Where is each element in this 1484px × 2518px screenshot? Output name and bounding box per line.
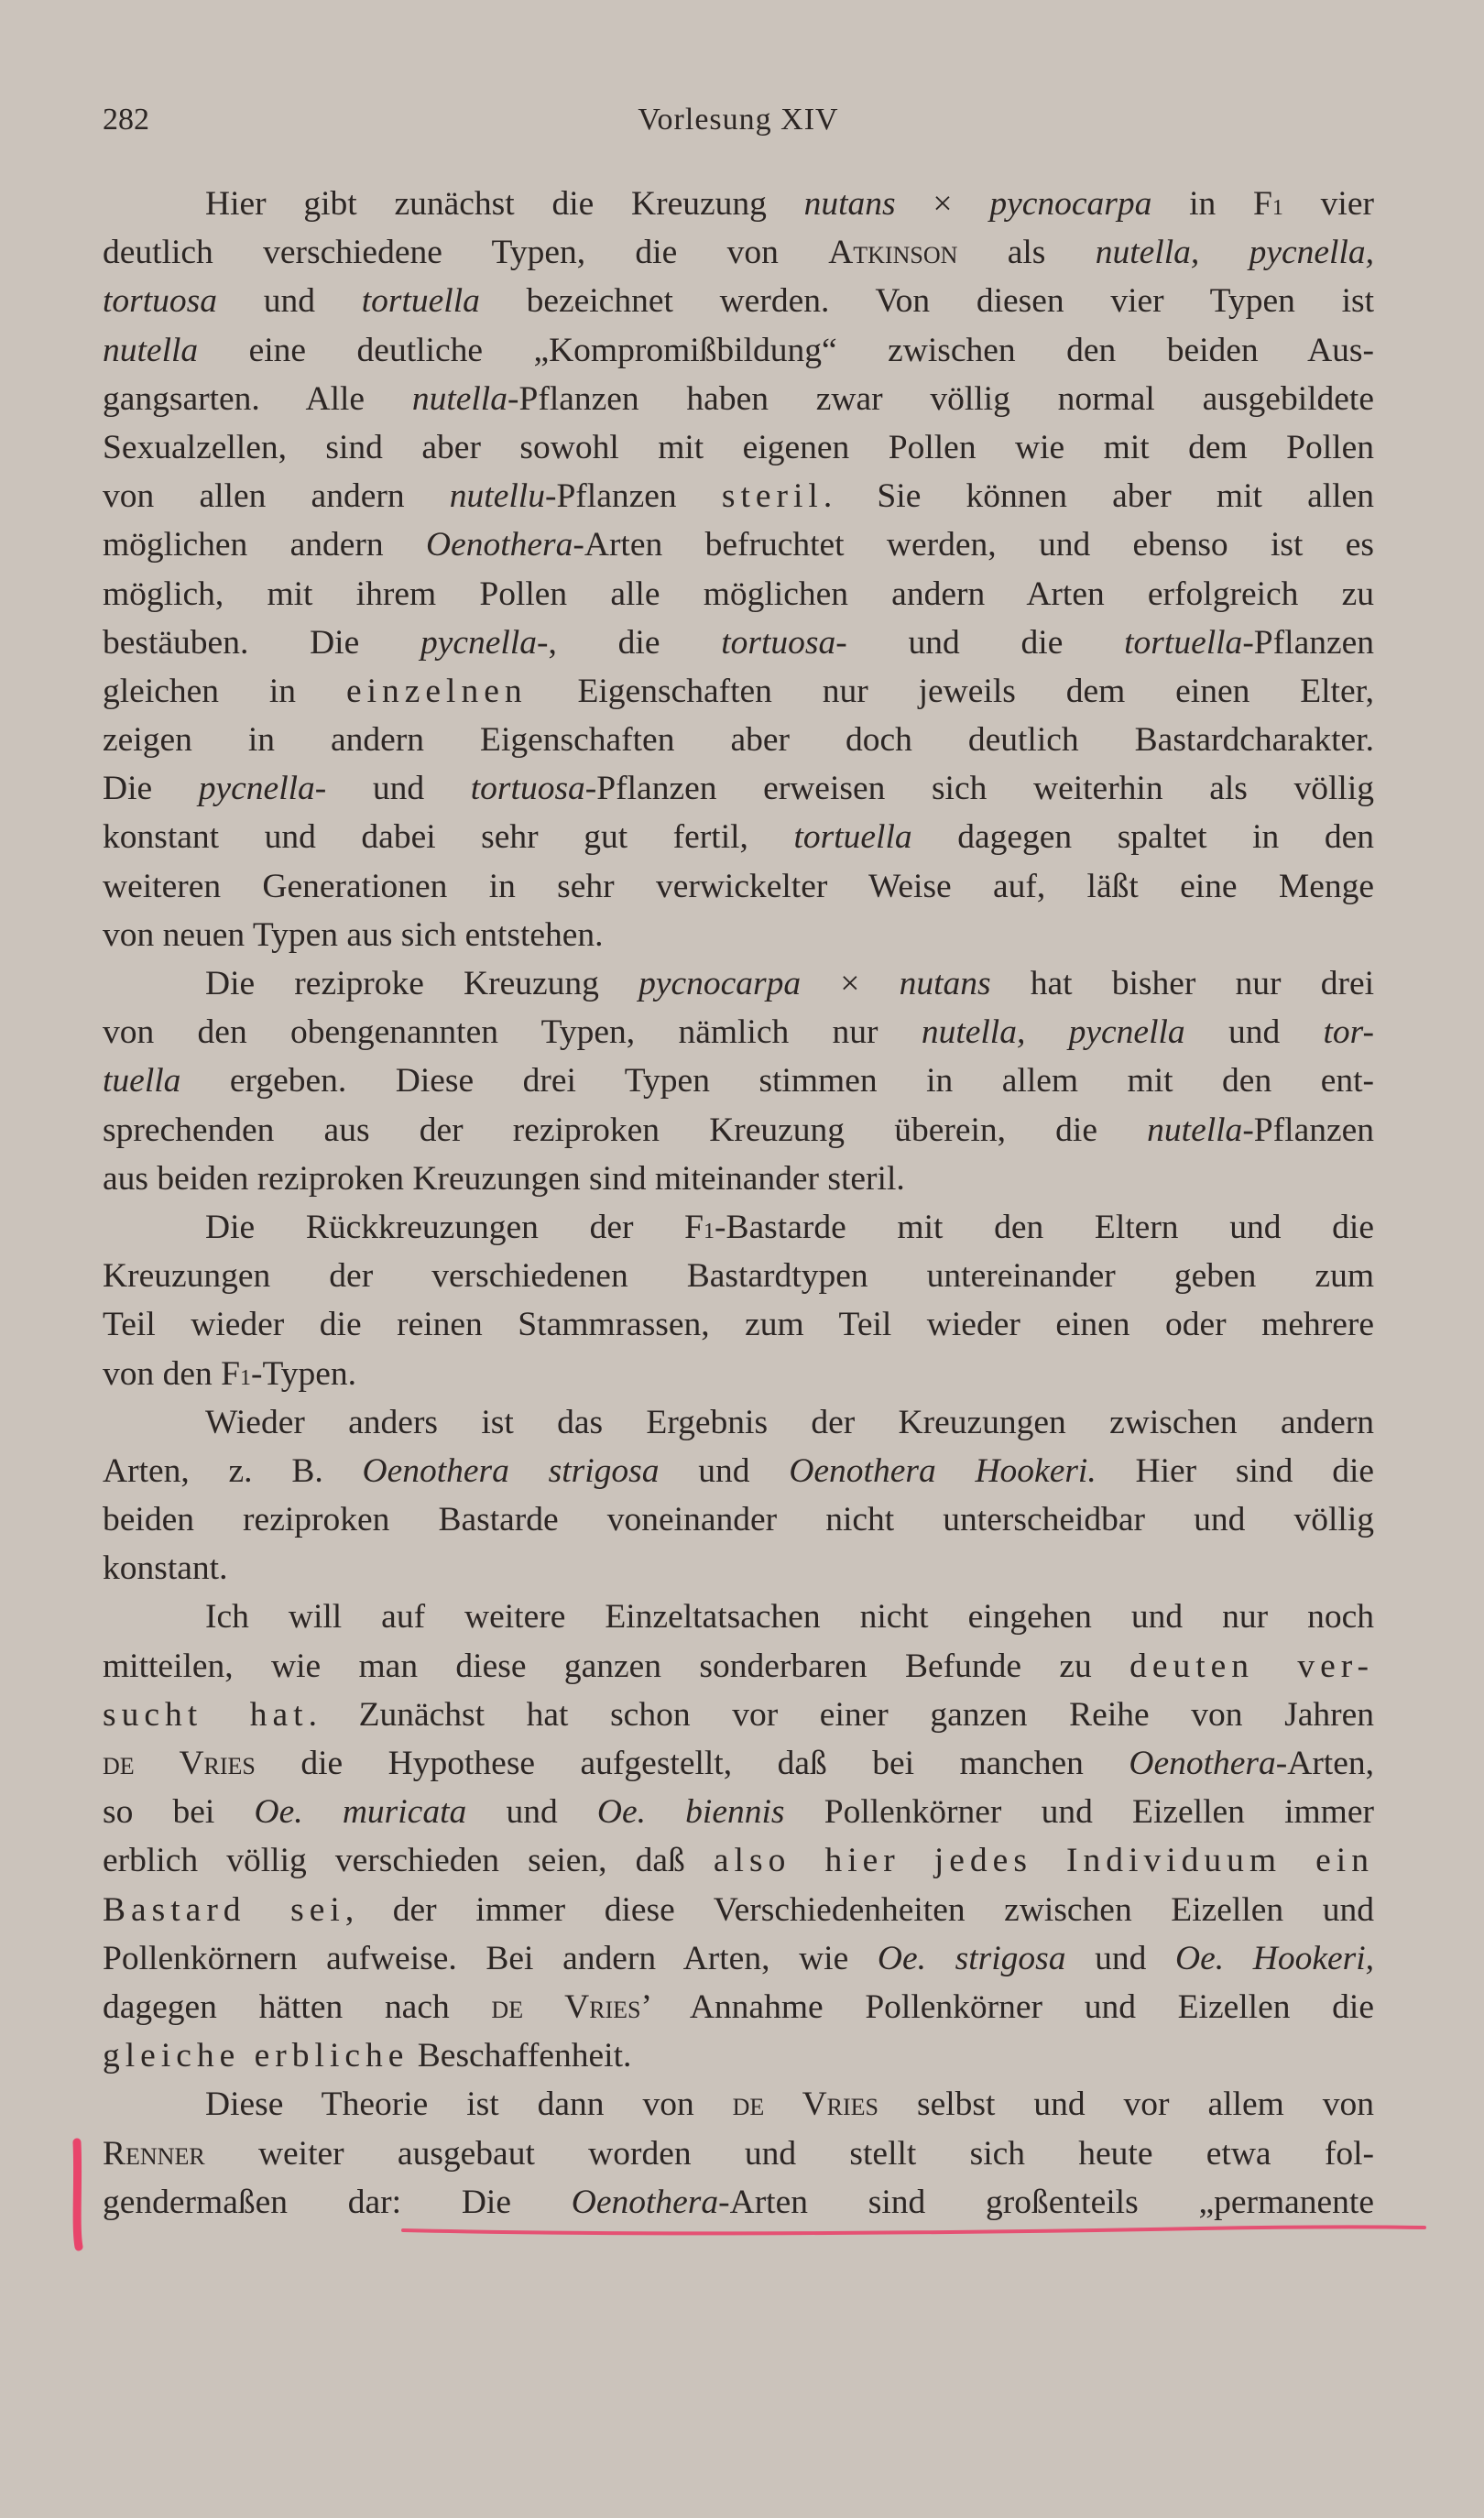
text-run: bestäuben. Die — [103, 623, 420, 662]
text-run: selbst und vor allem von — [878, 2086, 1374, 2124]
running-head: Vorlesung XIV — [638, 103, 839, 137]
text-run: aus beiden reziproken Kreuzungen sind miteinander steril. — [103, 1159, 905, 1198]
text-run: Arten, z. B. — [103, 1451, 363, 1490]
text-run: gendermaßen dar: Die — [103, 2183, 572, 2221]
text-run: -Typen. — [251, 1354, 357, 1393]
text-run: erblich völlig verschieden seien, daß — [103, 1842, 714, 1880]
text-run: gangsarten. Alle — [103, 379, 412, 418]
text-run: hat bisher nur drei — [990, 965, 1375, 1002]
text-run: -Bastarde mit den Eltern und die — [715, 1208, 1374, 1246]
italic-term: nutella, pycnella — [921, 1013, 1185, 1052]
subscript: 1 — [240, 1365, 251, 1390]
author-name: Atkinson — [828, 234, 958, 272]
text-line — [103, 1155, 1374, 1203]
italic-term: tortuella — [793, 818, 912, 857]
text-run: sprechenden aus der reziproken Kreuzung überein, die — [103, 1111, 1148, 1149]
italic-term: tor- — [1323, 1013, 1375, 1052]
text-line — [103, 1495, 1374, 1544]
text-run: - und — [314, 770, 471, 808]
italic-term: tortuosa — [103, 282, 218, 321]
text-line — [103, 813, 1374, 861]
text-run: . Sie können aber mit allen — [823, 477, 1374, 516]
text-line — [103, 375, 1374, 423]
text-run: Die — [103, 770, 199, 808]
italic-term: Oe. biennis — [596, 1793, 785, 1832]
text-line — [103, 1691, 1374, 1739]
text-run: Teil wieder die reinen Stammrassen, zum Teil wieder einen oder mehrere — [103, 1306, 1374, 1344]
text-line — [103, 520, 1374, 569]
italic-term: Oenothera strigosa — [362, 1451, 660, 1490]
italic-term: pycnocarpa — [989, 185, 1152, 223]
text-run: Die Rückkreuzungen der F — [205, 1208, 704, 1246]
text-run: - und die — [835, 623, 1125, 662]
text-run: möglich, mit ihrem Pollen alle möglichen andern Arten erfolgreich zu — [103, 575, 1374, 613]
text-run: vier — [1282, 185, 1374, 223]
margin-line-mark — [77, 2142, 79, 2247]
text-run: von den obengenannten Typen, nämlich nur — [103, 1013, 922, 1052]
text-line — [103, 862, 1374, 911]
text-run: -, die — [537, 623, 722, 662]
text-line — [103, 1447, 1374, 1495]
text-line — [103, 2178, 1374, 2227]
text-run: Ich will auf weitere Einzeltatsachen nicht eingehen und nur noch — [205, 1598, 1374, 1637]
text-run: und — [659, 1451, 790, 1490]
text-line — [103, 1934, 1374, 1983]
text-line — [103, 1008, 1374, 1056]
underline-mark — [403, 2227, 1424, 2233]
text-run: × — [801, 965, 900, 1002]
body-text — [103, 180, 1374, 2227]
text-line — [103, 1398, 1374, 1447]
text-line — [103, 2080, 1374, 2129]
text-line — [103, 423, 1374, 472]
text-run: -Pflanzen haben zwar völlig normal ausgebildete — [507, 379, 1374, 418]
text-run: , der immer diese Verschiedenheiten zwischen Eizellen und — [344, 1890, 1374, 1929]
spaced-emphasis: deuten ver- — [1129, 1647, 1375, 1685]
text-run: Eigenschaften nur jeweils dem einen Elter, — [527, 672, 1374, 710]
italic-term: nutans — [803, 185, 896, 223]
text-line — [103, 2031, 1374, 2080]
italic-term: nutella — [103, 331, 199, 369]
text-line — [103, 1544, 1374, 1593]
text-run: in F — [1151, 185, 1272, 223]
text-line — [103, 1836, 1374, 1885]
text-line — [103, 716, 1374, 764]
subscript: 1 — [1271, 196, 1283, 220]
text-run: möglichen andern — [103, 526, 426, 564]
spaced-emphasis: sucht hat — [103, 1695, 309, 1734]
text-run: konstant und dabei sehr gut fertil, — [103, 818, 794, 857]
text-run: × — [895, 185, 990, 223]
text-run: so bei — [103, 1793, 255, 1832]
italic-term: nutellu — [449, 477, 545, 516]
text-line — [103, 667, 1374, 716]
text-run: -Pflanzen — [1242, 623, 1374, 662]
author-name: de Vries — [103, 1745, 256, 1782]
italic-term: tortuella — [361, 282, 480, 321]
text-run: bezeichnet werden. Von diesen vier Typen ist — [479, 282, 1374, 321]
text-run: gleichen in — [103, 672, 346, 710]
italic-term: nutans — [899, 965, 991, 1002]
text-run: deutlich verschiedene Typen, die von — [103, 234, 829, 272]
italic-term: Oenothera Hookeri. — [789, 1451, 1097, 1490]
text-run: Hier sind die — [1096, 1451, 1375, 1490]
subscript: 1 — [704, 1219, 715, 1243]
text-line — [103, 1300, 1374, 1349]
text-line — [103, 1106, 1374, 1155]
text-run: Sexualzellen, sind aber sowohl mit eigenen Pollen wie mit dem Pollen — [103, 428, 1374, 466]
text-line — [103, 1739, 1374, 1788]
text-run: -Pflanzen erweisen sich weiterhin als völlig — [584, 770, 1374, 808]
text-line — [103, 619, 1374, 667]
italic-term: tuella — [103, 1062, 181, 1100]
text-run: und — [1184, 1013, 1324, 1052]
author-name: de Vries — [732, 2086, 879, 2124]
page-number: 282 — [103, 103, 149, 137]
text-line — [103, 180, 1374, 228]
page-header — [103, 103, 1374, 148]
text-line — [103, 1593, 1374, 1641]
text-run: als — [957, 234, 1096, 272]
text-run: und — [466, 1793, 597, 1832]
text-line — [103, 2129, 1374, 2178]
text-run: von neuen Typen aus sich entstehen. — [103, 915, 604, 954]
text-run: -Arten, — [1275, 1745, 1374, 1782]
text-run: Wieder anders ist das Ergebnis der Kreuzungen zwischen andern — [205, 1403, 1374, 1441]
text-line — [103, 570, 1374, 619]
text-run: zeigen in andern Eigenschaften aber doch deutlich Bastardcharakter. — [103, 721, 1374, 760]
text-run: beiden reziproken Bastarde voneinander nicht unterscheidbar und völlig — [103, 1501, 1374, 1539]
text-run: Pollenkörner und Eizellen immer — [784, 1793, 1374, 1832]
text-run: konstant. — [103, 1549, 228, 1588]
text-line — [103, 911, 1374, 959]
text-run: Pollenkörnern aufweise. Bei andern Arten, wie — [103, 1939, 878, 1977]
author-name: de Vries — [491, 1987, 641, 2026]
italic-term: pycnocarpa — [638, 965, 802, 1002]
text-run: dagegen spaltet in den — [911, 818, 1374, 857]
text-run: und — [217, 282, 362, 321]
spaced-emphasis: steril — [721, 477, 824, 516]
italic-term: tortuella — [1124, 623, 1243, 662]
text-run: dagegen hätten nach — [103, 1987, 492, 2026]
text-run: Beschaffenheit. — [409, 2037, 632, 2075]
text-line — [103, 1252, 1374, 1300]
text-run: -Arten sind großenteils „permanente — [718, 2183, 1374, 2221]
text-line — [103, 1886, 1374, 1934]
text-line — [103, 326, 1374, 375]
text-line — [103, 959, 1374, 1008]
italic-term: Oe. muricata — [254, 1793, 467, 1832]
text-run: . Zunächst hat schon vor einer ganzen Reihe von Jahren — [308, 1695, 1374, 1734]
text-run: weiteren Generationen in sehr verwickelter Weise auf, läßt eine Menge — [103, 867, 1374, 905]
text-line — [103, 1056, 1374, 1105]
text-line — [103, 1983, 1374, 2031]
text-run: -Pflanzen — [1242, 1111, 1374, 1149]
author-name: Renner — [103, 2134, 205, 2173]
text-run: mitteilen, wie man diese ganzen sonderbaren Befunde zu — [103, 1647, 1130, 1685]
text-run: -Pflanzen — [544, 477, 722, 516]
italic-term: Oe. strigosa — [877, 1939, 1066, 1977]
italic-term: Oenothera — [571, 2183, 719, 2221]
italic-term: nutella — [411, 379, 507, 418]
spaced-emphasis: Bastard sei — [103, 1890, 345, 1929]
spaced-emphasis: gleiche erbliche — [103, 2037, 409, 2075]
text-run: ’ Annahme Pollenkörner und Eizellen die — [640, 1987, 1374, 2026]
spaced-emphasis: also hier jedes Individuum ein — [713, 1842, 1374, 1880]
italic-term: nutella — [1147, 1111, 1243, 1149]
text-line — [103, 1788, 1374, 1836]
text-run: Kreuzungen der verschiedenen Bastardtypen untereinander geben zum — [103, 1257, 1374, 1296]
text-run: Diese Theorie ist dann von — [205, 2086, 733, 2124]
text-run: -Arten befruchtet werden, und ebenso ist es — [573, 526, 1374, 564]
text-line — [103, 472, 1374, 520]
italic-term: pycnella — [198, 770, 315, 808]
italic-term: Oenothera — [425, 526, 573, 564]
italic-term: pycnella — [420, 623, 538, 662]
text-run: von allen andern — [103, 477, 450, 516]
text-run: weiter ausgebaut worden und stellt sich heute etwa fol- — [204, 2134, 1374, 2173]
text-line — [103, 1642, 1374, 1691]
text-run: eine deutliche „Kompromißbildung“ zwischen den beiden Aus- — [198, 331, 1374, 369]
text-line — [103, 1350, 1374, 1398]
spaced-emphasis: einzelnen — [345, 672, 528, 710]
text-run: Hier gibt zunächst die Kreuzung — [205, 185, 804, 223]
italic-term: Oe. Hookeri, — [1175, 1939, 1375, 1977]
italic-term: tortuosa — [721, 623, 836, 662]
text-run: die Hypothese aufgestellt, daß bei manchen — [255, 1745, 1129, 1782]
text-run: Die reziproke Kreuzung — [205, 965, 639, 1002]
italic-term: tortuosa — [470, 770, 585, 808]
italic-term: nutella, pycnella, — [1095, 234, 1374, 272]
text-line — [103, 277, 1374, 325]
text-line — [103, 764, 1374, 813]
text-run: von den F — [103, 1354, 240, 1393]
text-run: und — [1065, 1939, 1176, 1977]
text-run: ergeben. Diese drei Typen stimmen in allem mit den ent- — [180, 1062, 1374, 1100]
italic-term: Oenothera — [1129, 1745, 1276, 1782]
text-line — [103, 228, 1374, 277]
text-line — [103, 1203, 1374, 1252]
